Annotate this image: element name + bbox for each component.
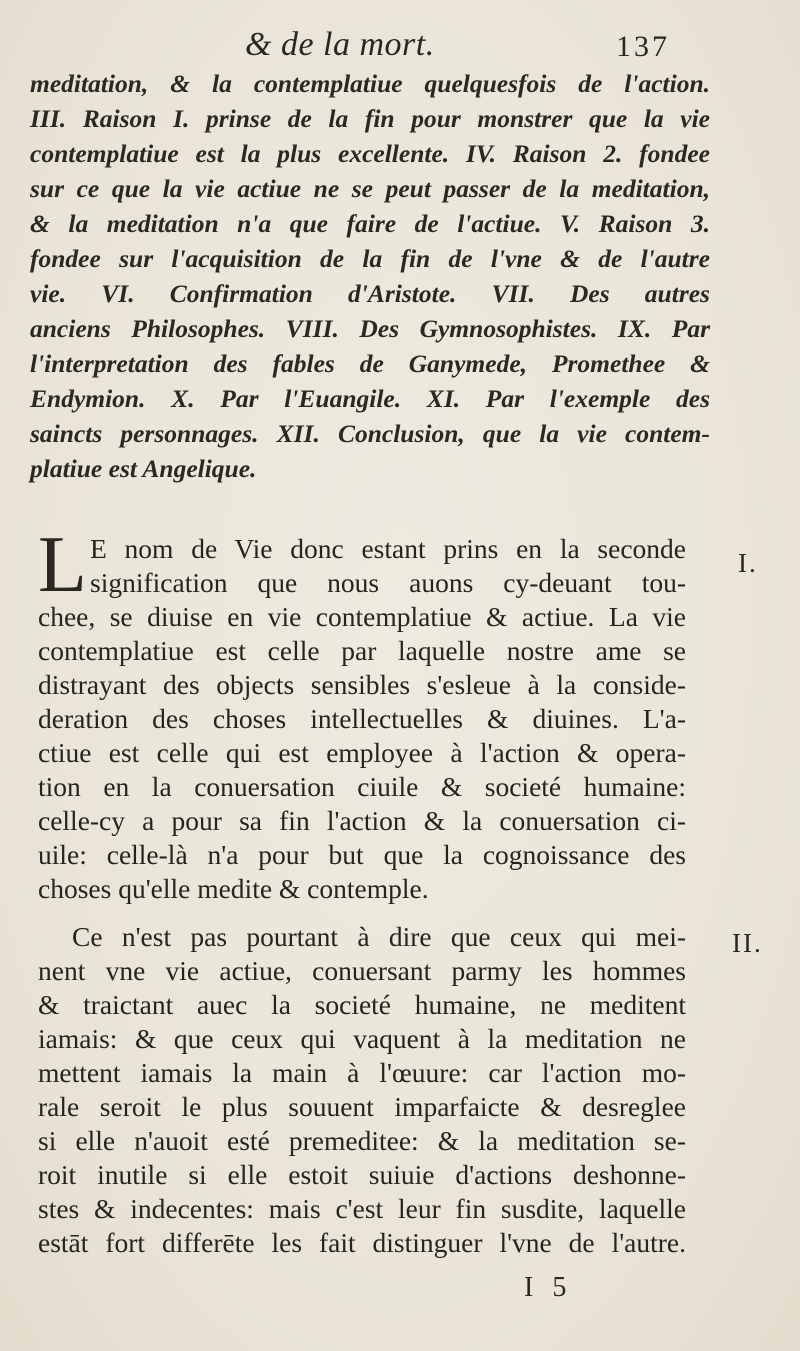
text-line: iamais: & que ceux qui vaquent à la meditation ne bbox=[38, 1023, 686, 1054]
text-line: choses qu'elle medite & contemple. bbox=[38, 873, 429, 904]
summary-line: fondee sur l'acquisition de la fin de l'vne & de l'autre bbox=[30, 244, 710, 273]
drop-cap: L bbox=[38, 521, 87, 609]
text-line: uile: celle-là n'a pour but que la cognoissance des bbox=[38, 839, 686, 870]
paragraph-2 bbox=[38, 920, 686, 1260]
text-line: E nom de Vie donc estant prins en la seconde bbox=[90, 533, 686, 564]
text-line: si elle n'auoit esté premeditee: & la meditation se- bbox=[38, 1125, 686, 1156]
summary-line: platiue est Angelique. bbox=[30, 454, 257, 483]
summary-line: l'interpretation des fables de Ganymede, Promethee & bbox=[30, 349, 710, 378]
chapter-summary bbox=[30, 66, 710, 486]
summary-line: anciens Philosophes. VIII. Des Gymnosophistes. IX. Par bbox=[30, 314, 710, 343]
running-head: & de la mort. bbox=[245, 26, 435, 63]
summary-line: saincts personnages. XII. Conclusion, que la vie contem- bbox=[30, 419, 710, 448]
summary-line: sur ce que la vie actiue ne se peut passer de la meditation, bbox=[30, 174, 710, 203]
text-line: tion en la conuersation ciuile & societé humaine: bbox=[38, 771, 686, 802]
text-line: stes & indecentes: mais c'est leur fin susdite, laquelle bbox=[38, 1193, 686, 1224]
text-line: celle-cy a pour sa fin l'action & la conuersation ci- bbox=[38, 805, 686, 836]
summary-line: contemplatiue est la plus excellente. IV. Raison 2. fondee bbox=[30, 139, 710, 168]
summary-line: III. Raison I. prinse de la fin pour monstrer que la vie bbox=[30, 104, 710, 133]
summary-line: vie. VI. Confirmation d'Aristote. VII. Des autres bbox=[30, 279, 710, 308]
text-line: & traictant auec la societé humaine, ne meditent bbox=[38, 989, 686, 1020]
text-line: Ce n'est pas pourtant à dire que ceux qui mei- bbox=[72, 921, 686, 952]
marginal-note: I. bbox=[738, 548, 758, 578]
text-line: rale seroit le plus souuent imparfaicte & desreglee bbox=[38, 1091, 686, 1122]
text-line: estāt fort differēte les fait distinguer l'vne de l'autre. bbox=[38, 1227, 686, 1258]
page-number: 137 bbox=[616, 30, 670, 63]
summary-line: meditation, & la contemplatiue quelquesfois de l'action. bbox=[30, 69, 710, 98]
summary-line: Endymion. X. Par l'Euangile. XI. Par l'exemple des bbox=[30, 384, 710, 413]
text-line: deration des choses intellectuelles & diuines. L'a- bbox=[38, 703, 686, 734]
text-line: chee, se diuise en vie contemplatiue & actiue. La vie bbox=[38, 601, 686, 632]
summary-line: & la meditation n'a que faire de l'actiue. V. Raison 3. bbox=[30, 209, 710, 238]
paragraph-1 bbox=[38, 521, 686, 906]
marginal-note: II. bbox=[732, 928, 763, 958]
signature-mark: I 5 bbox=[524, 1272, 573, 1303]
text-line: contemplatiue est celle par laquelle nostre ame se bbox=[38, 635, 686, 666]
text-line: signification que nous auons cy-deuant tou- bbox=[90, 567, 686, 598]
text-line: nent vne vie actiue, conuersant parmy les hommes bbox=[38, 955, 686, 986]
text-line: ctiue est celle qui est employee à l'action & opera- bbox=[38, 737, 686, 768]
text-line: distrayant des objects sensibles s'esleue à la conside- bbox=[38, 669, 686, 700]
text-line: roit inutile si elle estoit suiuie d'actions deshonne- bbox=[38, 1159, 686, 1190]
text-line: mettent iamais la main à l'œuure: car l'action mo- bbox=[38, 1057, 686, 1088]
